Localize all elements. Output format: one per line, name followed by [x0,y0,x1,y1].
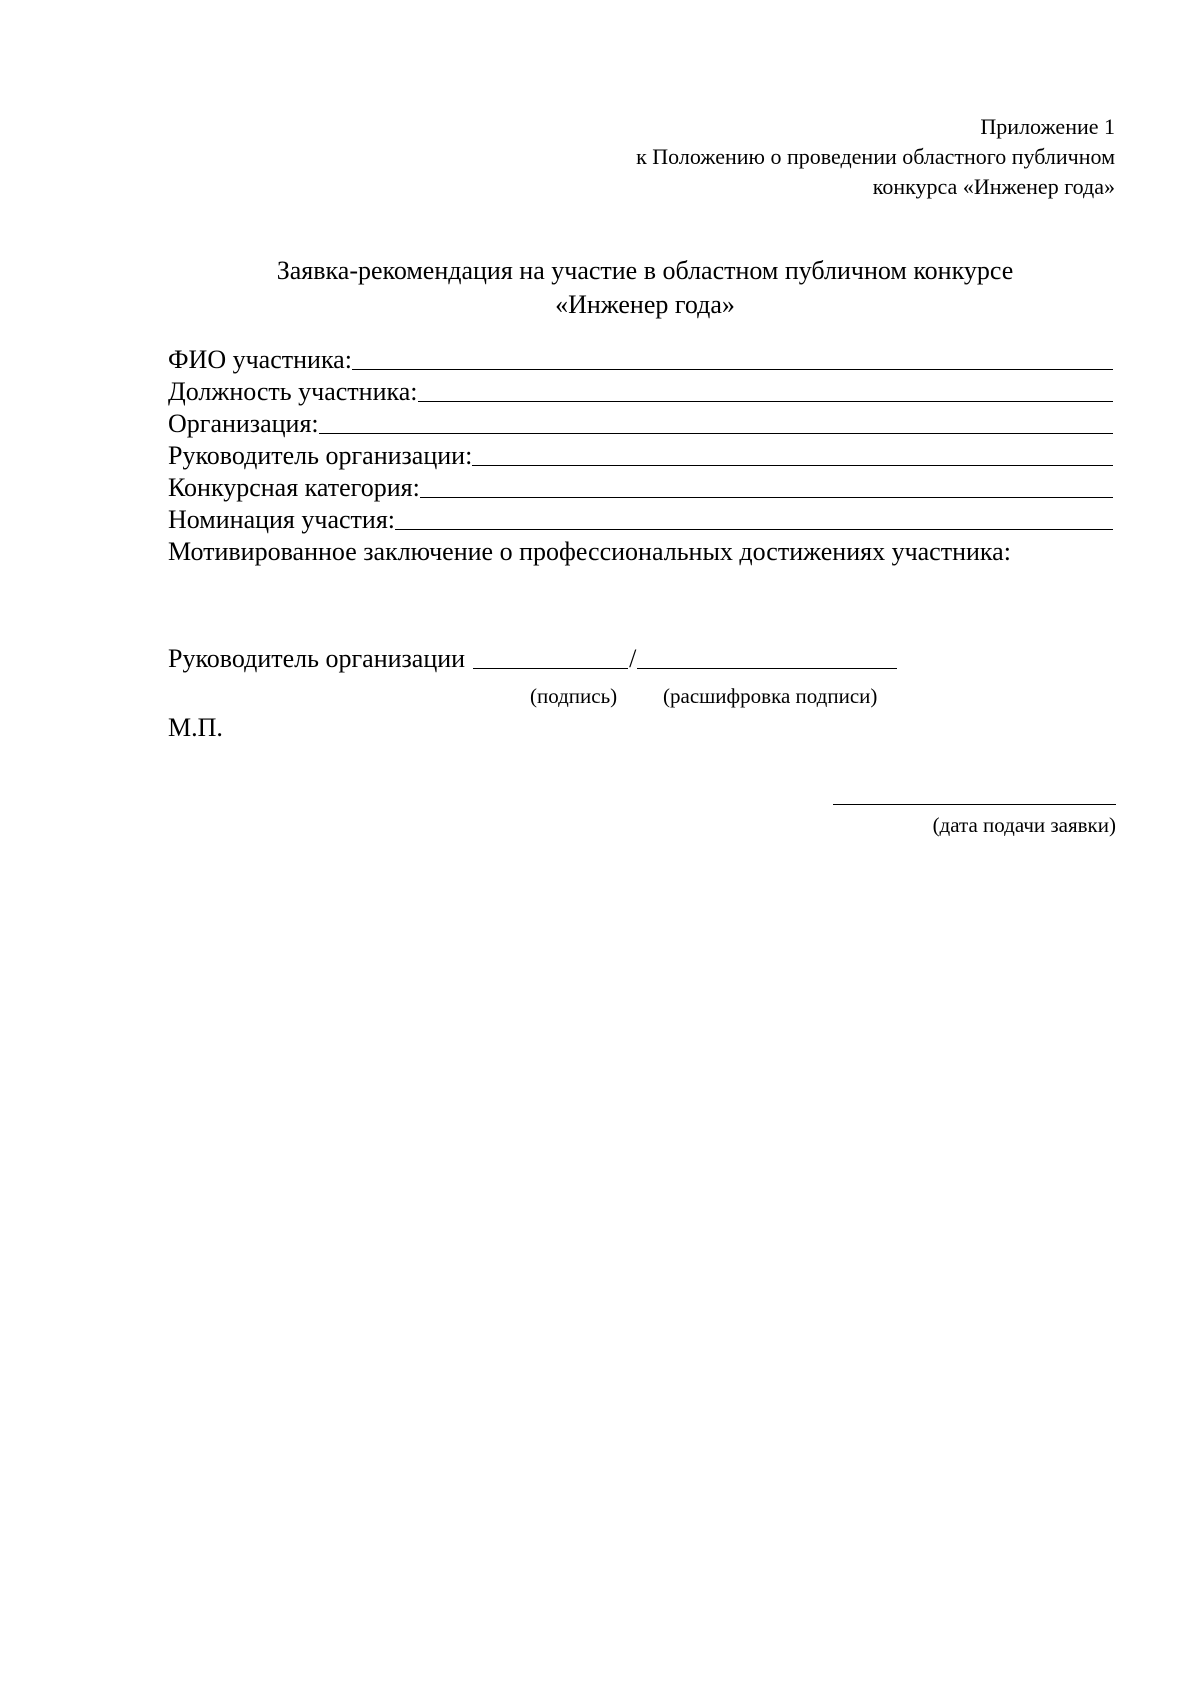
stamp-placeholder: М.П. [168,713,223,742]
contest-category-field [168,472,1113,504]
participant-position-field [168,376,1113,408]
organization-input-line[interactable] [319,409,1113,434]
signature-decode-caption: (расшифровка подписи) [663,684,878,708]
participant-name-label: ФИО участника: [168,345,352,374]
annex-reference: к Положению о проведении областного публичном [636,144,1115,169]
signature-input-line[interactable] [473,644,628,669]
organization-field [168,408,1113,440]
annex-header [636,112,1115,202]
signature-label: Руководитель организации [168,644,466,673]
nomination-input-line[interactable] [395,505,1113,530]
organization-head-field [168,440,1113,472]
form-title-line-2: «Инженер года» [555,290,735,319]
contest-category-input-line[interactable] [420,473,1113,498]
participant-position-input-line[interactable] [418,377,1113,402]
date-input-line[interactable] [833,804,1116,805]
nomination-label: Номинация участия: [168,505,396,534]
participant-name-input-line[interactable] [352,345,1113,370]
form-title-line-1: Заявка-рекомендация на участие в областном публичном конкурсе [276,256,1014,285]
signature-decode-input-line[interactable] [637,644,897,669]
participant-name-field [168,344,1113,376]
organization-head-label: Руководитель организации: [168,441,473,470]
nomination-field [168,504,1113,536]
contest-category-label: Конкурсная категория: [168,473,420,502]
organization-label: Организация: [168,409,319,438]
signature-row [168,643,897,675]
form-fields [168,344,1113,568]
motivation-label: Мотивированное заключение о профессиональных достижениях участника: [168,537,1011,566]
signature-caption: (подпись) [530,684,618,708]
participant-position-label: Должность участника: [168,377,418,406]
organization-head-input-line[interactable] [472,441,1113,466]
form-title [0,254,1200,322]
date-caption: (дата подачи заявки) [932,813,1116,837]
annex-number: Приложение 1 [980,114,1115,139]
signature-separator: / [629,644,637,673]
annex-contest: конкурса «Инженер года» [872,174,1115,199]
